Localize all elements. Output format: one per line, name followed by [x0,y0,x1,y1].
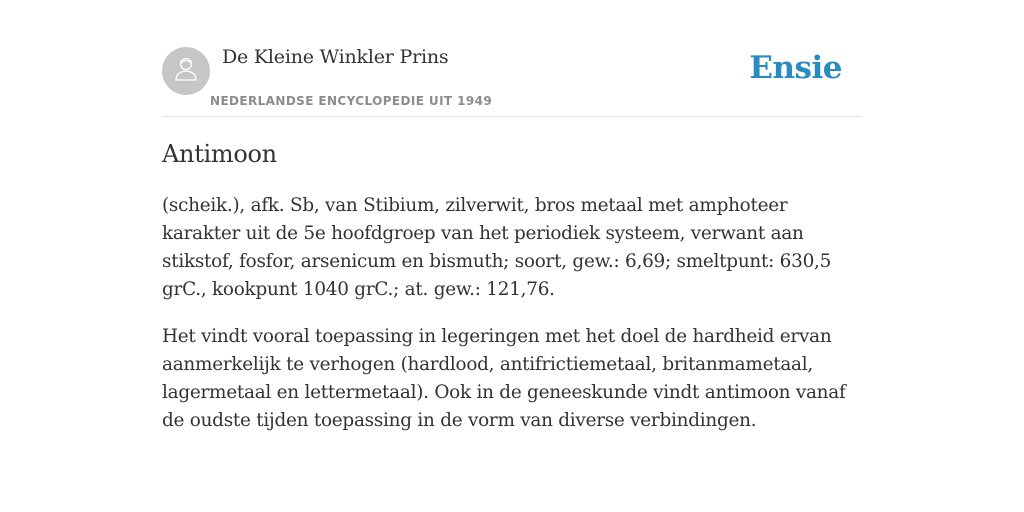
page-title: Antimoon [162,140,277,168]
avatar[interactable] [162,47,210,95]
source-subtitle: NEDERLANDSE ENCYCLOPEDIE UIT 1949 [210,94,493,108]
user-icon [171,54,201,88]
article-card [162,0,862,431]
paragraph: Het vindt vooral toepassing in legeringen met het doel de hardheid ervan aanmerkelijk te verhogen (hardlood, antifrictiemetaal, britanmametaal, lagermetaal en lettermetaal). Ook in de geneeskunde vindt antimoon vanaf de oudste tijden toepassing in de vorm van diverse verbindingen. [162,326,846,431]
header [162,0,862,117]
paragraph: (scheik.), afk. Sb, van Stibium, zilverwit, bros metaal met amphoteer karakter uit de 5e hoofdgroep van het periodiek systeem, verwant aan stikstof, fosfor, arsenicum en bismuth; soort, gew.: 6,69; smeltpunt: 630,5 grC., kookpunt 1040 grC.; at. gew.: 121,76. [162,195,832,300]
author-name[interactable]: De Kleine Winkler Prins [222,46,449,68]
article-body [162,192,862,454]
brand-logo[interactable]: Ensie [749,50,842,86]
